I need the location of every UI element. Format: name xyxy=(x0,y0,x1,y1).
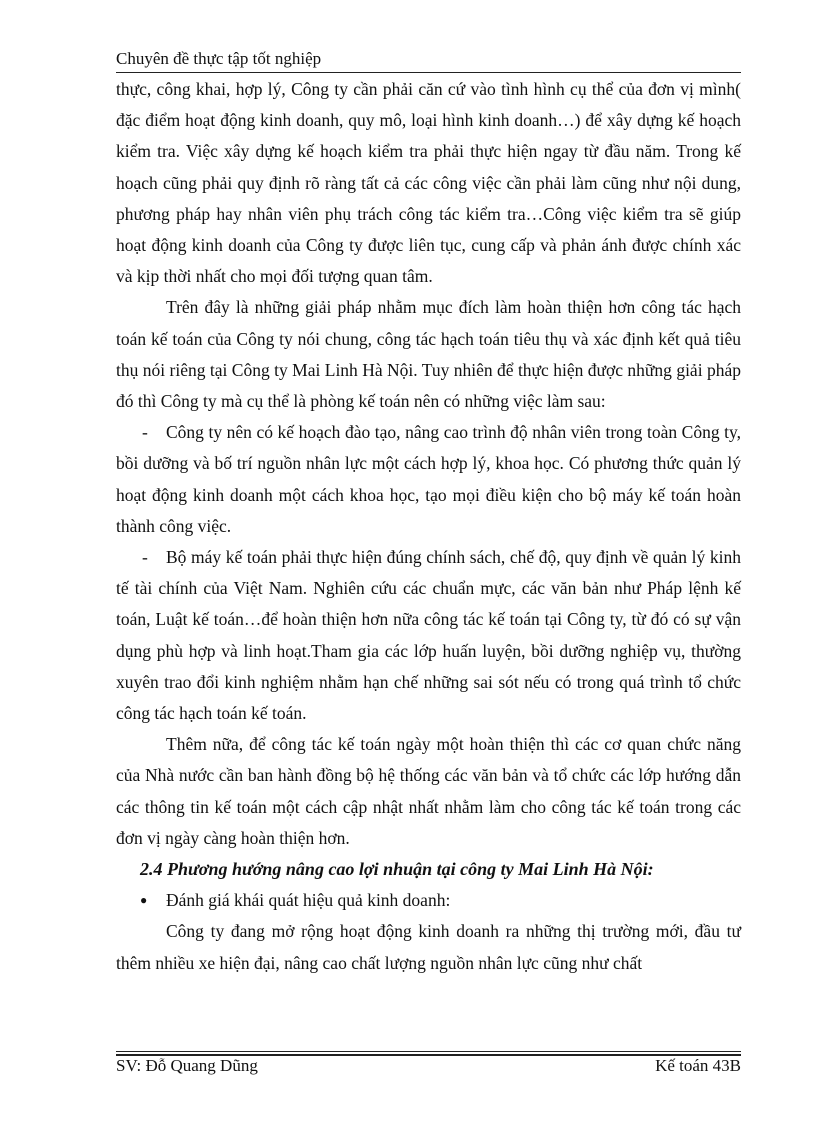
bullet-marker: ● xyxy=(140,893,148,908)
section-heading: 2.4 Phương hướng nâng cao lợi nhuận tại công ty Mai Linh Hà Nội: xyxy=(140,859,654,880)
dash-item-text: Công ty nên có kế hoạch đào tạo, nâng cao trình độ nhân viên trong toàn Công ty, bồi dưỡng và bố trí nguồn nhân lực một cách hợp lý, khoa học. Có phương thức quản lý hoạt động kinh doanh một cách khoa học, tạo mọi điều kiện cho bộ máy kế toán hoàn thành công việc. xyxy=(116,422,741,536)
paragraph-business-expansion: Công ty đang mở rộng hoạt động kinh doanh ra những thị trường mới, đầu tư thêm nhiều xe hiện đại, nâng cao chất lượng nguồn nhân lực cũng như chất xyxy=(116,921,741,973)
paragraph-state-agencies: Thêm nữa, để công tác kế toán ngày một hoàn thiện thì các cơ quan chức năng của Nhà nước cần ban hành đồng bộ hệ thống các văn bản và tổ chức các lớp hướng dẫn các thông tin kế toán một cách cập nhật nhất nhằm làm cho công tác kế toán trong các đơn vị ngày càng hoàn thiện hơn. xyxy=(116,734,741,848)
footer-student-name: SV: Đỗ Quang Dũng xyxy=(116,1056,258,1075)
paragraph-solutions-summary: Trên đây là những giải pháp nhằm mục đích làm hoàn thiện hơn công tác hạch toán kế toán của Công ty nói chung, công tác hạch toán tiêu thụ và xác định kết quả tiêu thụ nói riêng tại Công ty Mai Linh Hà Nội. Tuy nhiên để thực hiện được những giải pháp đó thì Công ty mà cụ thể là phòng kế toán nên có những việc làm sau: xyxy=(116,297,741,412)
bullet-item-text: Đánh giá khái quát hiệu quả kinh doanh: xyxy=(166,890,451,911)
dash-marker: - xyxy=(142,547,148,568)
dash-marker: - xyxy=(142,422,148,443)
dash-item-accounting-apparatus xyxy=(116,542,741,729)
paragraph-continuation: thực, công khai, hợp lý, Công ty cần phải căn cứ vào tình hình cụ thể của đơn vị mình( đặc điểm hoạt động kinh doanh, quy mô, loại hình kinh doanh…) để xây dựng kế hoạch kiểm tra. Việc xây dựng kế hoạch kiểm tra phải thực hiện ngay từ đầu năm. Trong kế hoạch cũng phải quy định rõ ràng tất cả các công việc cần phải làm cũng như nội dung, phương pháp hay nhân viên phụ trách công tác kiểm tra…Công việc kiểm tra sẽ giúp hoạt động kinh doanh của Công ty được liên tục, cung cấp và phản ánh được chính xác và kịp thời nhất cho mọi đối tượng quan tâm. xyxy=(116,79,741,287)
dash-item-text: Bộ máy kế toán phải thực hiện đúng chính sách, chế độ, quy định về quản lý kinh tế tài chính của Việt Nam. Nghiên cứu các chuẩn mực, các văn bản như Pháp lệnh kế toán, Luật kế toán…để hoàn thiện hơn nữa công tác kế toán tại Công ty, từ đó có sự vận dụng phù hợp và linh hoạt.Tham gia các lớp huấn luyện, bồi dưỡng nghiệp vụ, thường xuyên trao đổi kinh nghiệm nhằm hạn chế những sai sót nếu có trong quá trình tổ chức công tác hạch toán kế toán. xyxy=(116,547,741,724)
dash-item-training xyxy=(116,417,741,542)
page-header-title: Chuyên đề thực tập tốt nghiệp xyxy=(116,49,322,68)
bullet-item xyxy=(116,885,741,916)
header-divider xyxy=(116,72,741,73)
footer-divider-thin xyxy=(116,1051,741,1052)
page-footer xyxy=(116,1056,741,1076)
document-body xyxy=(116,74,741,979)
footer-class: Kế toán 43B xyxy=(655,1056,741,1075)
